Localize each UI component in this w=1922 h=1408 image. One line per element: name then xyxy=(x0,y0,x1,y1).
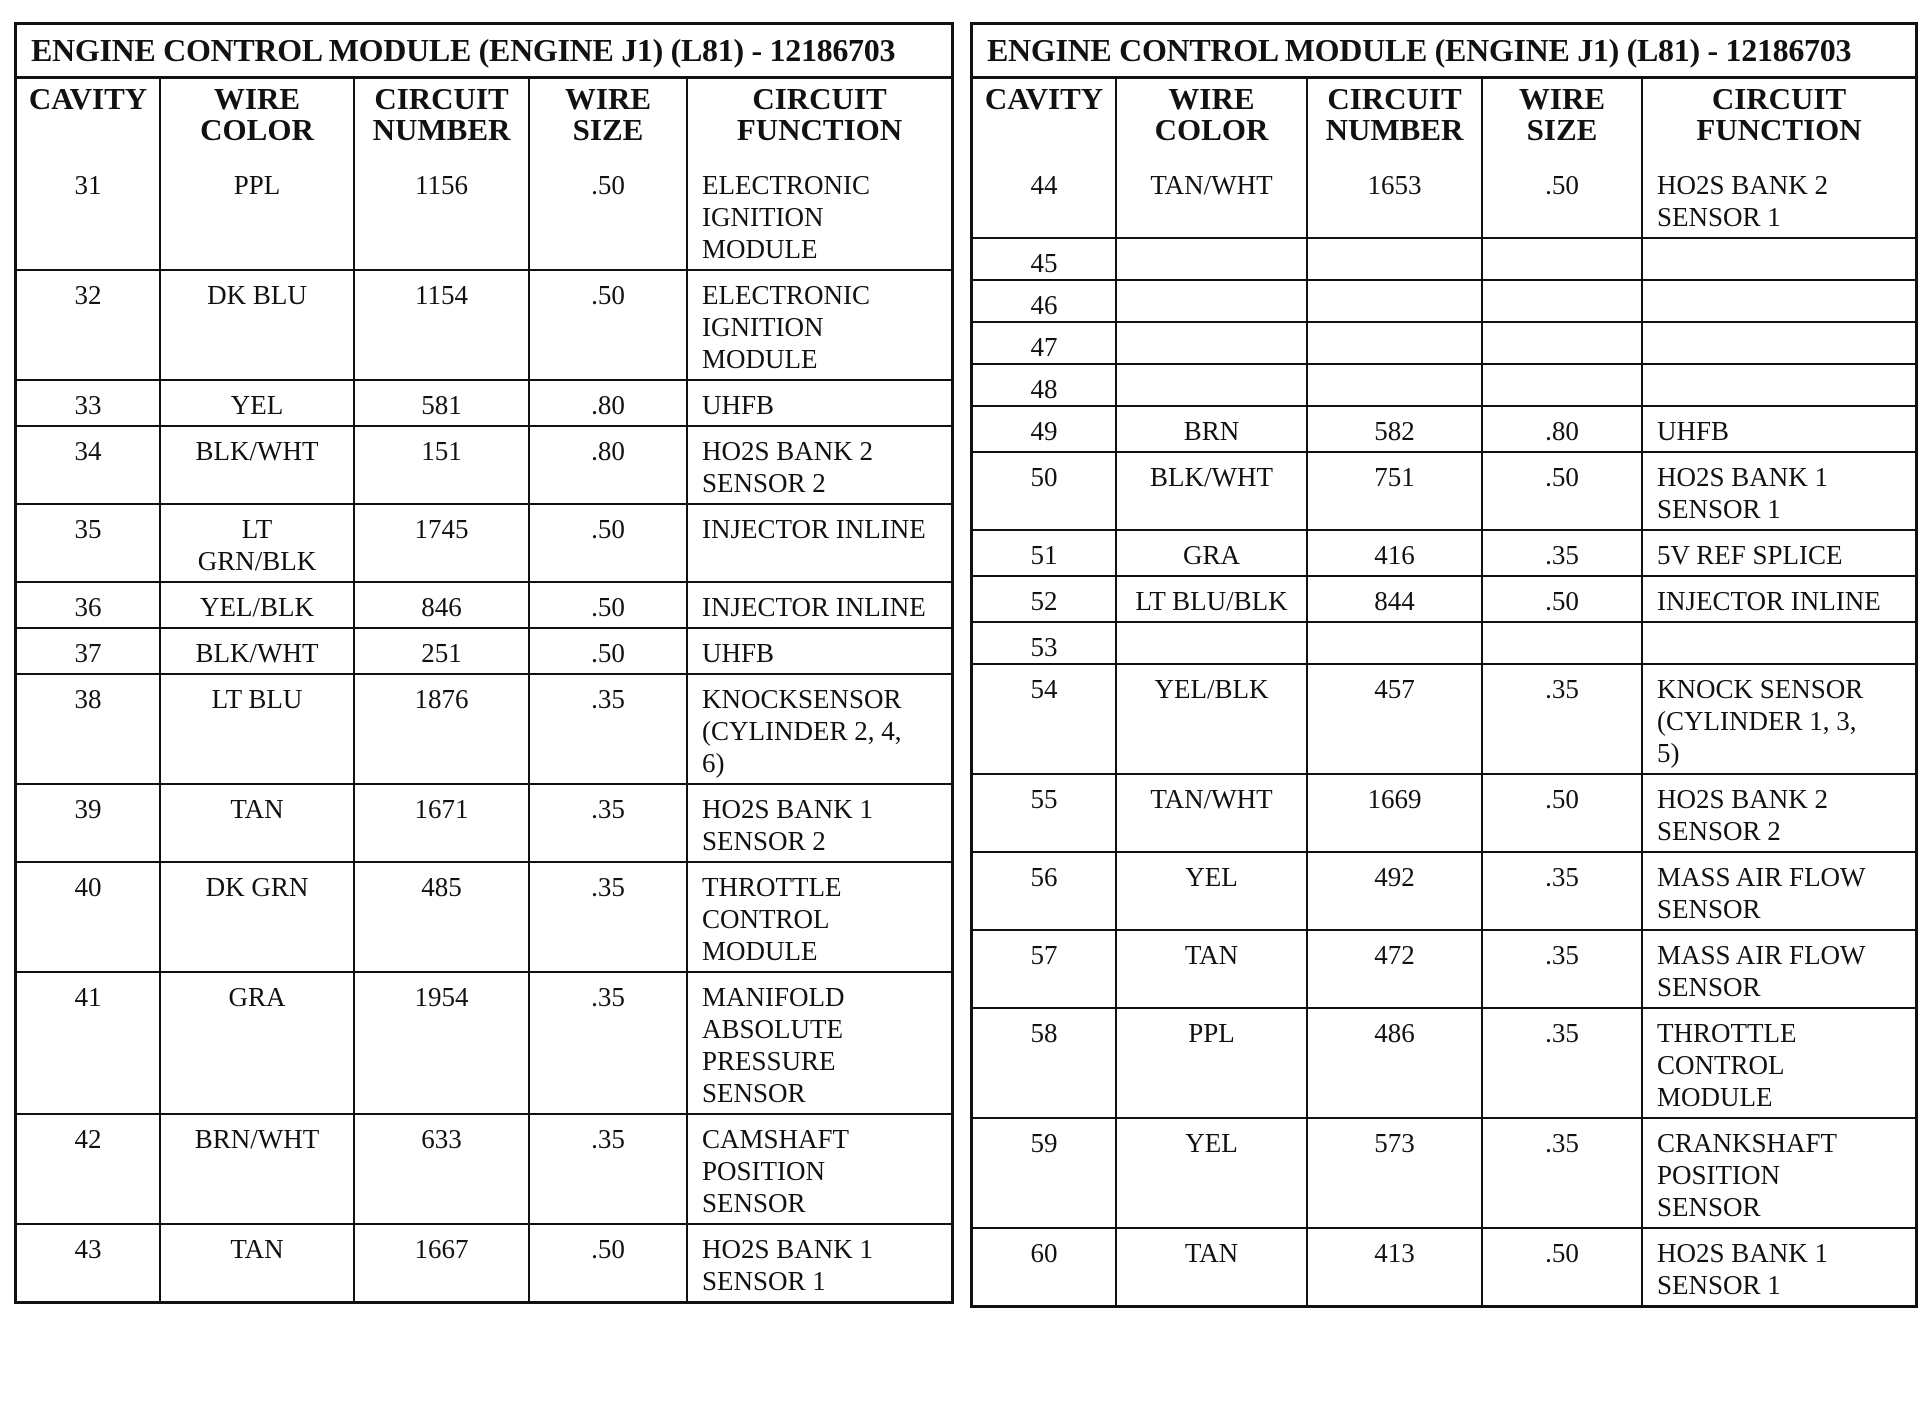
circuit-function-cell: KNOCKSENSOR (CYLINDER 2, 4, 6) xyxy=(687,674,951,784)
wire-size-cell: .50 xyxy=(1482,774,1642,852)
table-row xyxy=(973,238,1915,280)
cavity-cell: 31 xyxy=(17,161,160,270)
header-circuit-number: CIRCUIT NUMBER xyxy=(354,77,529,161)
circuit-number-cell: 1667 xyxy=(354,1224,529,1301)
circuit-number-cell: 1745 xyxy=(354,504,529,582)
cavity-cell: 59 xyxy=(973,1118,1116,1228)
circuit-function-cell: THROTTLE CONTROL MODULE xyxy=(687,862,951,972)
circuit-function-cell: MASS AIR FLOW SENSOR xyxy=(1642,930,1915,1008)
wire-size-cell: .35 xyxy=(529,972,687,1114)
wire-size-cell: .50 xyxy=(1482,161,1642,238)
table-row xyxy=(973,622,1915,664)
header-wire-size: WIRE SIZE xyxy=(529,77,687,161)
table-row xyxy=(17,784,951,862)
circuit-function-cell: ELECTRONIC IGNITION MODULE xyxy=(687,270,951,380)
table-row xyxy=(17,972,951,1114)
wire-color-cell: YEL/BLK xyxy=(160,582,354,628)
cavity-cell: 47 xyxy=(973,322,1116,364)
wire-size-cell: .35 xyxy=(1482,1118,1642,1228)
wire-color-cell: BLK/WHT xyxy=(160,628,354,674)
connector-table-right xyxy=(970,22,1918,1308)
circuit-function-cell: ELECTRONIC IGNITION MODULE xyxy=(687,161,951,270)
wire-color-cell xyxy=(1116,322,1307,364)
table-row xyxy=(17,674,951,784)
circuit-function-cell: MANIFOLD ABSOLUTE PRESSURE SENSOR xyxy=(687,972,951,1114)
circuit-function-cell: HO2S BANK 2 SENSOR 1 xyxy=(1642,161,1915,238)
cavity-cell: 37 xyxy=(17,628,160,674)
wire-color-cell: TAN/WHT xyxy=(1116,161,1307,238)
cavity-cell: 44 xyxy=(973,161,1116,238)
circuit-number-cell: 846 xyxy=(354,582,529,628)
circuit-function-cell xyxy=(1642,364,1915,406)
cavity-cell: 41 xyxy=(17,972,160,1114)
wire-size-cell: .35 xyxy=(1482,664,1642,774)
table-row xyxy=(973,774,1915,852)
circuit-number-cell: 1876 xyxy=(354,674,529,784)
cavity-cell: 39 xyxy=(17,784,160,862)
table-row xyxy=(17,504,951,582)
circuit-number-cell: 1671 xyxy=(354,784,529,862)
circuit-number-cell: 485 xyxy=(354,862,529,972)
table-row xyxy=(17,270,951,380)
table-title: ENGINE CONTROL MODULE (ENGINE J1) (L81) - 12186703 xyxy=(17,25,951,77)
circuit-function-cell: UHFB xyxy=(687,380,951,426)
circuit-number-cell xyxy=(1307,238,1482,280)
circuit-function-cell: HO2S BANK 2 SENSOR 2 xyxy=(1642,774,1915,852)
circuit-number-cell xyxy=(1307,280,1482,322)
cavity-cell: 45 xyxy=(973,238,1116,280)
wire-size-cell: .50 xyxy=(529,582,687,628)
table-row xyxy=(17,862,951,972)
cavity-cell: 51 xyxy=(973,530,1116,576)
header-wire-color: WIRE COLOR xyxy=(160,77,354,161)
table-row xyxy=(973,852,1915,930)
circuit-number-cell: 486 xyxy=(1307,1008,1482,1118)
wire-color-cell: TAN xyxy=(1116,1228,1307,1305)
wire-color-cell: TAN xyxy=(1116,930,1307,1008)
circuit-function-cell: UHFB xyxy=(687,628,951,674)
circuit-function-cell: CRANKSHAFT POSITION SENSOR xyxy=(1642,1118,1915,1228)
cavity-cell: 48 xyxy=(973,364,1116,406)
circuit-number-cell: 633 xyxy=(354,1114,529,1224)
circuit-number-cell xyxy=(1307,364,1482,406)
circuit-number-cell: 1954 xyxy=(354,972,529,1114)
circuit-function-cell: HO2S BANK 2 SENSOR 2 xyxy=(687,426,951,504)
circuit-function-cell xyxy=(1642,622,1915,664)
table-row xyxy=(973,530,1915,576)
wire-color-cell: GRA xyxy=(160,972,354,1114)
circuit-number-cell: 251 xyxy=(354,628,529,674)
cavity-cell: 57 xyxy=(973,930,1116,1008)
table-title: ENGINE CONTROL MODULE (ENGINE J1) (L81) - 12186703 xyxy=(973,25,1915,77)
table-row xyxy=(17,161,951,270)
table-body xyxy=(17,161,951,1301)
wire-size-cell: .50 xyxy=(529,628,687,674)
wire-size-cell xyxy=(1482,622,1642,664)
header-circuit-function: CIRCUIT FUNCTION xyxy=(1642,77,1915,161)
cavity-cell: 50 xyxy=(973,452,1116,530)
header-circuit-number: CIRCUIT NUMBER xyxy=(1307,77,1482,161)
wire-size-cell xyxy=(1482,364,1642,406)
table-row xyxy=(973,364,1915,406)
cavity-cell: 53 xyxy=(973,622,1116,664)
table-row xyxy=(973,1228,1915,1305)
cavity-cell: 55 xyxy=(973,774,1116,852)
header-cavity: CAVITY xyxy=(973,77,1116,161)
wire-size-cell: .50 xyxy=(1482,1228,1642,1305)
connector-table-left xyxy=(14,22,954,1304)
table-row xyxy=(17,426,951,504)
circuit-function-cell: INJECTOR INLINE xyxy=(687,582,951,628)
cavity-cell: 42 xyxy=(17,1114,160,1224)
wire-color-cell: YEL xyxy=(1116,1118,1307,1228)
wire-size-cell: .50 xyxy=(529,161,687,270)
circuit-number-cell: 573 xyxy=(1307,1118,1482,1228)
circuit-function-cell: HO2S BANK 1 SENSOR 1 xyxy=(1642,1228,1915,1305)
header-circuit-function: CIRCUIT FUNCTION xyxy=(687,77,951,161)
wire-size-cell: .35 xyxy=(529,862,687,972)
wire-size-cell: .35 xyxy=(1482,1008,1642,1118)
cavity-cell: 46 xyxy=(973,280,1116,322)
wire-color-cell: BLK/WHT xyxy=(1116,452,1307,530)
cavity-cell: 33 xyxy=(17,380,160,426)
circuit-number-cell: 1154 xyxy=(354,270,529,380)
circuit-number-cell: 844 xyxy=(1307,576,1482,622)
wire-size-cell xyxy=(1482,280,1642,322)
wire-color-cell: BRN/WHT xyxy=(160,1114,354,1224)
circuit-number-cell: 416 xyxy=(1307,530,1482,576)
wire-color-cell: LT GRN/BLK xyxy=(160,504,354,582)
table-row xyxy=(973,406,1915,452)
circuit-function-cell: HO2S BANK 1 SENSOR 1 xyxy=(1642,452,1915,530)
cavity-cell: 54 xyxy=(973,664,1116,774)
ecm-table xyxy=(17,25,951,1301)
table-row xyxy=(973,1118,1915,1228)
wire-size-cell: .50 xyxy=(529,504,687,582)
wire-size-cell xyxy=(1482,238,1642,280)
wire-color-cell: BLK/WHT xyxy=(160,426,354,504)
ecm-table xyxy=(973,25,1915,1305)
circuit-number-cell: 472 xyxy=(1307,930,1482,1008)
header-cavity: CAVITY xyxy=(17,77,160,161)
wire-color-cell: PPL xyxy=(1116,1008,1307,1118)
wire-color-cell: YEL xyxy=(1116,852,1307,930)
wire-size-cell: .80 xyxy=(529,426,687,504)
wire-size-cell: .50 xyxy=(529,270,687,380)
wire-color-cell: YEL/BLK xyxy=(1116,664,1307,774)
circuit-number-cell: 1669 xyxy=(1307,774,1482,852)
circuit-function-cell xyxy=(1642,280,1915,322)
wire-color-cell: DK GRN xyxy=(160,862,354,972)
circuit-number-cell: 1156 xyxy=(354,161,529,270)
wire-color-cell xyxy=(1116,364,1307,406)
table-row xyxy=(973,576,1915,622)
wire-color-cell: TAN xyxy=(160,1224,354,1301)
circuit-function-cell: KNOCK SENSOR (CYLINDER 1, 3, 5) xyxy=(1642,664,1915,774)
wire-color-cell: BRN xyxy=(1116,406,1307,452)
table-row xyxy=(17,628,951,674)
wire-size-cell: .50 xyxy=(1482,576,1642,622)
cavity-cell: 38 xyxy=(17,674,160,784)
circuit-function-cell: INJECTOR INLINE xyxy=(1642,576,1915,622)
cavity-cell: 52 xyxy=(973,576,1116,622)
circuit-number-cell: 151 xyxy=(354,426,529,504)
circuit-number-cell: 751 xyxy=(1307,452,1482,530)
wire-size-cell: .50 xyxy=(529,1224,687,1301)
table-row xyxy=(973,664,1915,774)
table-row xyxy=(17,1224,951,1301)
circuit-function-cell: UHFB xyxy=(1642,406,1915,452)
circuit-number-cell: 413 xyxy=(1307,1228,1482,1305)
header-wire-color: WIRE COLOR xyxy=(1116,77,1307,161)
table-row xyxy=(973,280,1915,322)
cavity-cell: 60 xyxy=(973,1228,1116,1305)
cavity-cell: 56 xyxy=(973,852,1116,930)
wire-size-cell: .35 xyxy=(529,1114,687,1224)
circuit-function-cell xyxy=(1642,322,1915,364)
table-row xyxy=(973,1008,1915,1118)
wire-color-cell: PPL xyxy=(160,161,354,270)
table-row xyxy=(973,161,1915,238)
cavity-cell: 40 xyxy=(17,862,160,972)
table-row xyxy=(17,582,951,628)
circuit-function-cell: MASS AIR FLOW SENSOR xyxy=(1642,852,1915,930)
circuit-number-cell: 581 xyxy=(354,380,529,426)
cavity-cell: 43 xyxy=(17,1224,160,1301)
cavity-cell: 35 xyxy=(17,504,160,582)
circuit-function-cell xyxy=(1642,238,1915,280)
circuit-function-cell: HO2S BANK 1 SENSOR 1 xyxy=(687,1224,951,1301)
cavity-cell: 32 xyxy=(17,270,160,380)
wire-color-cell: TAN/WHT xyxy=(1116,774,1307,852)
table-row xyxy=(973,930,1915,1008)
circuit-number-cell: 492 xyxy=(1307,852,1482,930)
circuit-number-cell: 457 xyxy=(1307,664,1482,774)
wire-color-cell xyxy=(1116,238,1307,280)
circuit-number-cell xyxy=(1307,622,1482,664)
circuit-function-cell: THROTTLE CONTROL MODULE xyxy=(1642,1008,1915,1118)
wire-color-cell: LT BLU/BLK xyxy=(1116,576,1307,622)
table-row xyxy=(17,1114,951,1224)
wire-color-cell: TAN xyxy=(160,784,354,862)
wire-size-cell: .35 xyxy=(1482,852,1642,930)
table-row xyxy=(973,452,1915,530)
wire-color-cell xyxy=(1116,622,1307,664)
cavity-cell: 49 xyxy=(973,406,1116,452)
wire-color-cell: YEL xyxy=(160,380,354,426)
circuit-function-cell: HO2S BANK 1 SENSOR 2 xyxy=(687,784,951,862)
wire-size-cell: .80 xyxy=(529,380,687,426)
circuit-function-cell: 5V REF SPLICE xyxy=(1642,530,1915,576)
wire-color-cell xyxy=(1116,280,1307,322)
wire-size-cell: .35 xyxy=(529,784,687,862)
circuit-number-cell xyxy=(1307,322,1482,364)
cavity-cell: 58 xyxy=(973,1008,1116,1118)
header-wire-size: WIRE SIZE xyxy=(1482,77,1642,161)
wire-color-cell: LT BLU xyxy=(160,674,354,784)
wire-size-cell: .80 xyxy=(1482,406,1642,452)
circuit-function-cell: CAMSHAFT POSITION SENSOR xyxy=(687,1114,951,1224)
table-row xyxy=(973,322,1915,364)
cavity-cell: 36 xyxy=(17,582,160,628)
table-body xyxy=(973,161,1915,1305)
wire-color-cell: GRA xyxy=(1116,530,1307,576)
wire-size-cell: .50 xyxy=(1482,452,1642,530)
cavity-cell: 34 xyxy=(17,426,160,504)
table-row xyxy=(17,380,951,426)
wire-size-cell: .35 xyxy=(529,674,687,784)
wire-color-cell: DK BLU xyxy=(160,270,354,380)
wire-size-cell: .35 xyxy=(1482,530,1642,576)
circuit-number-cell: 582 xyxy=(1307,406,1482,452)
wire-size-cell: .35 xyxy=(1482,930,1642,1008)
circuit-number-cell: 1653 xyxy=(1307,161,1482,238)
circuit-function-cell: INJECTOR INLINE xyxy=(687,504,951,582)
wire-size-cell xyxy=(1482,322,1642,364)
